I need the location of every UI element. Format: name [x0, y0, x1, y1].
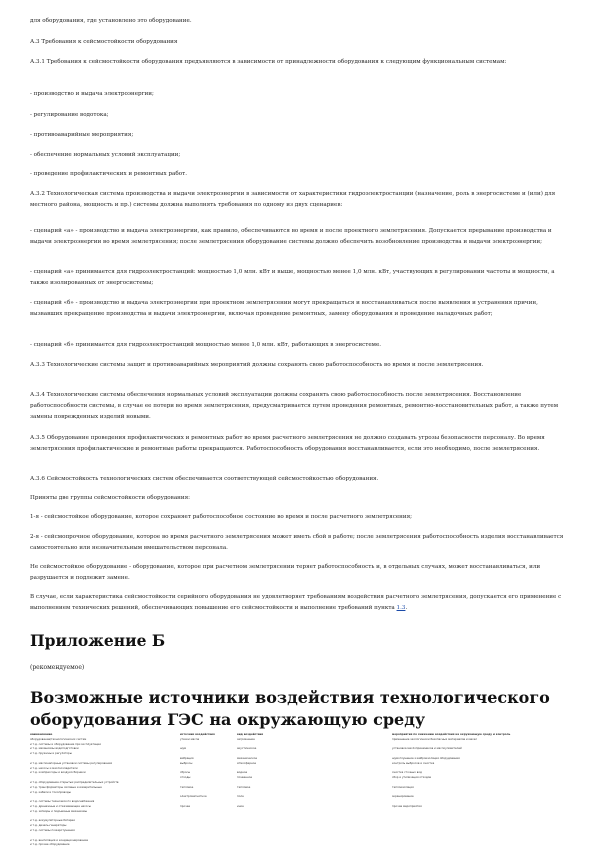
- table-column-type: [237, 732, 297, 809]
- table-cell: механическое: [237, 755, 258, 760]
- table-cell: и т.д. маслонапорные установки системы регулирования: [30, 760, 112, 765]
- table-cell: и т.д. трансформаторы силовые и измерительные: [30, 784, 102, 789]
- paragraph: - сценарий «а» - производство и выдача электроэнергии, как правило, обеспечиваются во время и после проектного землетрясения. Допускается прерывание производства и выдачи электроэнергии во время землетрясения; после землетрясения оборудование системы должно обеспечить возобновление производства и выдачи электроэнергии;: [30, 228, 552, 245]
- table-cell: и т.д. системы и оборудование при эксплуатации: [30, 741, 101, 746]
- paragraph: для оборудования, где установлено это оборудование.: [30, 18, 192, 24]
- table-cell: сбросы: [180, 770, 191, 775]
- table-cell: контроль выбросов и очистка: [392, 760, 435, 765]
- table-cell: мероприятия по снижению воздействия на окружающую среду и контроль: [392, 732, 511, 736]
- table-cell: и т.д. механизмы водоподготовки: [30, 746, 79, 751]
- table-cell: шум: [180, 746, 187, 751]
- table-cell: отходы: [180, 775, 191, 780]
- appendix-heading: Приложение Б: [30, 631, 166, 650]
- paragraph: [30, 592, 567, 614]
- paragraph: 1-я - сейсмостойкое оборудование, которое сохраняет работоспособное состояние во время и после расчетного землетрясения;: [30, 514, 413, 520]
- table-cell: прочие мероприятия: [392, 803, 422, 808]
- paragraph: А.3.2 Технологическая система производства и выдачи электроэнергии в зависимости от характеристики гидроэлектростанции (назначение, роль в энергосистеме и (или) для местного района, мощность и пр.) системы должна выполнять требования по одному из двух сценариев:: [30, 191, 556, 208]
- paragraph: 2-я - сейсмопрочное оборудование, которое во время расчетного землетрясения может иметь сбой в работе; после землетрясения работоспособность изделия восстанавливается самостоятельно или незначительным вмешательством персонала.: [30, 534, 564, 551]
- table-cell: и т.д. затворы и подъемные механизмы: [30, 808, 87, 813]
- table-column-measures: [392, 732, 567, 809]
- table-cell: наименование: [30, 732, 53, 736]
- table-cell: поле: [237, 794, 244, 799]
- table-cell: тепловое: [237, 784, 251, 789]
- clause-link[interactable]: 1.3: [396, 605, 406, 611]
- table-cell: и т.д. системы технического водоснабжения: [30, 799, 95, 804]
- paragraph: А.3.3 Технологические системы защит и противоаварийных мероприятий должны сохранять свою работоспособность во время и после землетрясения.: [30, 362, 484, 368]
- section-heading: А.3 Требования к сейсмостойкости оборудования: [30, 39, 178, 45]
- table-cell: и т.д. аккумуляторные батареи: [30, 818, 75, 823]
- appendix-title: Возможные источники воздействия технологического оборудования ГЭС на окружающую среду: [30, 688, 550, 729]
- table-cell: экранирование: [392, 794, 414, 799]
- table-cell: и т.д. оборудование открытых распределительных устройств: [30, 779, 119, 784]
- paragraph: А.3.1 Требования к сейсмостойкости оборудования предъявляются в зависимости от принадлежности оборудования к следующим функциональным системам:: [30, 59, 507, 65]
- paragraph-text: В случае, если характеристика сейсмостойкости серийного оборудования не удовлетворяет требованиям воздействия расчетного землетрясения, допускается его применение с выполнением технических решений, обеспечивающих повышение его сейсмостойкости и выполнение требований пункта: [30, 594, 562, 611]
- table-column-source: [180, 732, 232, 809]
- table-cell: установка маслоприемников и маслоуловителей: [392, 746, 462, 751]
- table-cell: и т.д. насосы и маслоохладители: [30, 765, 78, 770]
- table-cell: иное: [237, 803, 244, 808]
- paragraph: - сценарий «б» - производство и выдача электроэнергии при проектном землетрясении могут прекращаться и восстанавливаться после выявления и устранения причин, вызвавших прекращение производства и выдачи электроэнергии, включая проведение ремонтных, замену оборудования и проведение наладочных работ;: [30, 300, 538, 317]
- table-cell: и т.д. дизель-генераторы: [30, 823, 67, 828]
- table-cell: и т.д. дренажные и откачивающие насосы: [30, 803, 91, 808]
- table-cell: сбор и утилизация отходов: [392, 775, 431, 780]
- table-cell: оборудование/технологических систем: [30, 736, 87, 741]
- table-cell: прочее: [180, 803, 191, 808]
- table-cell: загрязнение: [237, 736, 255, 741]
- paragraph-tail: .: [405, 605, 408, 611]
- table-cell: электромагнитное: [180, 794, 207, 799]
- list-item: - проведение профилактических и ремонтных работ.: [30, 171, 187, 177]
- table-cell: почвенное: [237, 775, 253, 780]
- table-cell: утечки масла: [180, 736, 200, 741]
- table-column-equipment: [30, 732, 170, 847]
- table-cell: и т.д. компрессоры и воздухосборники: [30, 770, 86, 775]
- table-cell: и т.д. системы пожаротушения: [30, 827, 75, 832]
- table-cell: и т.д. прочее оборудование: [30, 842, 70, 847]
- table-cell: выбросы: [180, 760, 193, 765]
- paragraph: Приняты две группы сейсмостойкости оборудования:: [30, 495, 191, 501]
- table-cell: тепловое: [180, 784, 194, 789]
- table-cell: и т.д. кабели и токопроводы: [30, 789, 71, 794]
- table-cell: теплоизоляция: [392, 784, 414, 789]
- list-item: - обеспечение нормальных условий эксплуатации;: [30, 152, 181, 158]
- paragraph: Не сейсмостойкое оборудование - оборудование, которое при расчетном землетрясении теряет работоспособность и, в отдельных случаях, может восстанавливаться, или разрушается и подлежит замене.: [30, 564, 541, 581]
- paragraph: А.3.6 Сейсмостойкость технологических систем обеспечивается соответствующей сейсмостойкостью оборудования.: [30, 476, 379, 482]
- table-cell: и т.д. вентиляция и кондиционирование: [30, 837, 88, 842]
- list-item: - производство и выдача электроэнергии;: [30, 91, 154, 97]
- list-item: - регулирование водотока;: [30, 112, 109, 118]
- table-cell: и т.д. пружины и регуляторы: [30, 751, 72, 756]
- table-cell: атмосферное: [237, 760, 257, 765]
- paragraph: А.3.5 Оборудование проведения профилактических и ремонтных работ во время расчетного землетрясения не должно создавать угрозы безопасности персоналу. Во время землетрясения профилактические и ремонтные работы прекращаются. Работоспособность оборудования восстанавливается, если это необходимо, после землетрясения.: [30, 435, 545, 452]
- table-cell: источник воздействия: [180, 732, 215, 736]
- table-cell: вид воздействия: [237, 732, 264, 736]
- table-cell: водное: [237, 770, 248, 775]
- table-cell: акустическое: [237, 746, 257, 751]
- paragraph: А.3.4 Технологические системы обеспечения нормальных условий эксплуатации должны сохранять свою работоспособность после землетрясения. Восстановление работоспособности системы, в случае ее потери во время землетрясения, предусматривается путем проведения ремонтных, ремонтно-восстановительных работ, а также путем замены поврежденных изделий новыми.: [30, 392, 559, 420]
- table-cell: вибрация: [180, 755, 194, 760]
- paragraph: - сценарий «б» принимается для гидроэлектростанций мощностью менее 1,0 млн. кВт, работающих в энергосистеме.: [30, 342, 382, 348]
- paragraph: - сценарий «а» принимается для гидроэлектростанций: мощностью 1,0 млн. кВт и выше, мощностью менее 1,0 млн. кВт, участвующих в регулировании частоты и мощности, а также изолированных от энергосистемы;: [30, 269, 555, 286]
- table-cell: очистка сточных вод: [392, 770, 422, 775]
- appendix-status: (рекомендуемое): [30, 664, 85, 671]
- table-cell: шумоглушение и виброизоляция оборудования: [392, 755, 460, 760]
- list-item: - противоаварийные мероприятия;: [30, 132, 134, 138]
- table-cell: применение экологически безопасных материалов и масел: [392, 736, 478, 741]
